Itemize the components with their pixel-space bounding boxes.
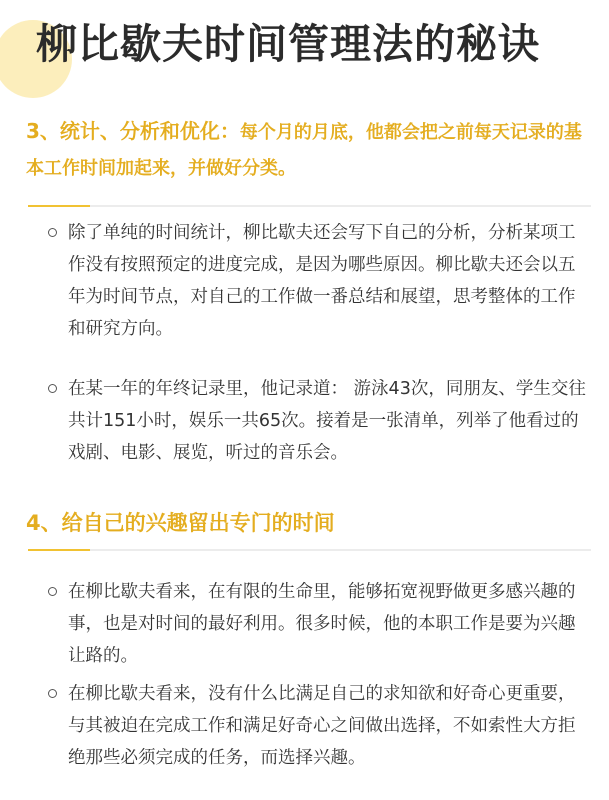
list-item <box>0 373 589 469</box>
section-3-intro: 每个月的月底，他都会把之前每天记录的基本工作时间加起来，并做好分类。 <box>26 122 582 179</box>
bullet-circle-icon <box>48 689 57 698</box>
bullet-circle-icon <box>48 228 57 237</box>
section-4-divider <box>28 549 591 551</box>
section-3-heading <box>26 113 591 187</box>
list-item-text: 在柳比歇夫看来，在有限的生命里，能够拓宽视野做更多感兴趣的事，也是对时间的最好利用。很多时候，他的本职工作是要为兴趣让路的。 <box>68 582 576 666</box>
bullet-circle-icon <box>48 587 57 596</box>
list-item <box>0 217 589 345</box>
page-title: 柳比歇夫时间管理法的秘诀 <box>36 20 540 68</box>
section-3-lead: 3、统计、分析和优化： <box>26 119 240 143</box>
list-item-text: 在柳比歇夫看来，没有什么比满足自己的求知欲和好奇心更重要，与其被迫在完成工作和满足好奇心之间做出选择，不如索性大方拒绝那些必须完成的任务，而选择兴趣。 <box>68 684 576 768</box>
list-item <box>0 576 589 672</box>
section-3-divider <box>28 205 591 207</box>
bullet-circle-icon <box>48 384 57 393</box>
section-4-heading: 4、给自己的兴趣留出专门的时间 <box>26 511 335 535</box>
section-3-divider-accent <box>28 205 90 207</box>
list-item-text: 在某一年的年终记录里，他记录道： 游泳43次，同朋友、学生交往共计151小时，娱乐一共65次。接着是一张清单，列举了他看过的戏剧、电影、展览，听过的音乐会。 <box>68 379 586 463</box>
list-item-text: 除了单纯的时间统计，柳比歇夫还会写下自己的分析，分析某项工作没有按照预定的进度完成，是因为哪些原因。柳比歇夫还会以五年为时间节点，对自己的工作做一番总结和展望，思考整体的工作和研究方向。 <box>68 223 576 339</box>
section-4-divider-accent <box>28 549 90 551</box>
list-item <box>0 678 589 774</box>
